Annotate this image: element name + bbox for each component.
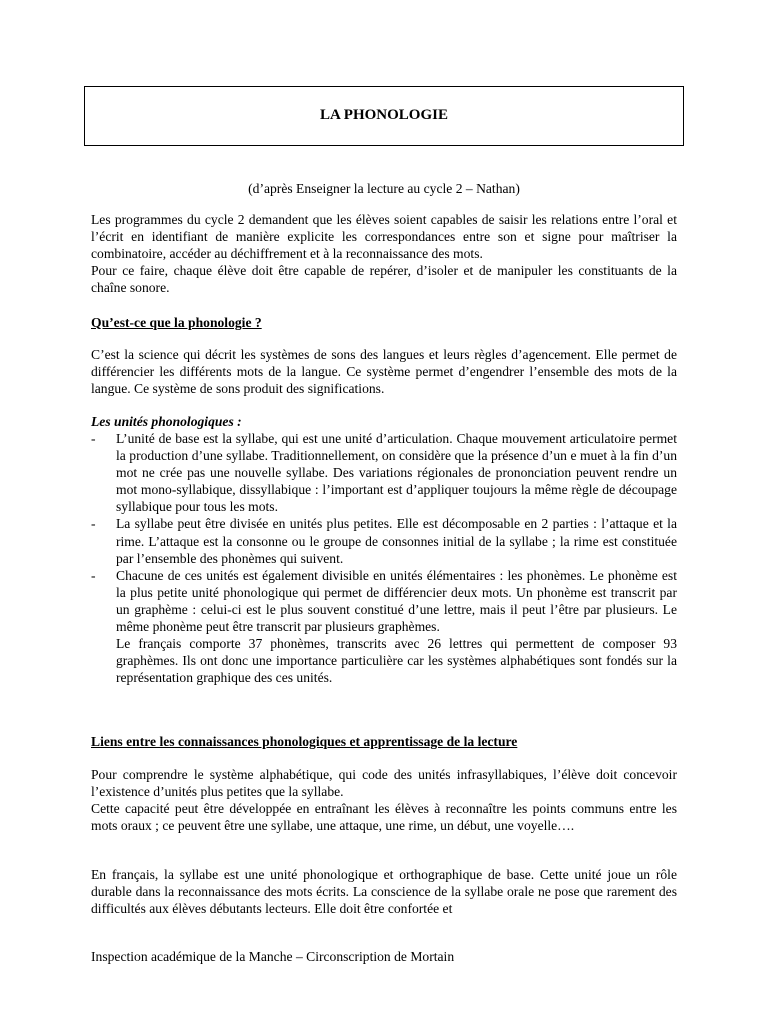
units-list — [91, 430, 677, 686]
list-item — [91, 567, 677, 687]
section-heading-liens: Liens entre les connaissances phonologiques et apprentissage de la lecture — [91, 734, 518, 749]
intro-paragraph — [91, 211, 677, 296]
title-box — [84, 86, 684, 146]
section-heading-phonologie: Qu’est-ce que la phonologie ? — [91, 315, 262, 330]
bullet-marker: - — [91, 567, 96, 583]
footer: Inspection académique de la Manche – Circonscription de Mortain — [91, 949, 455, 964]
list-item-text: L’unité de base est la syllabe, qui est une unité d’articulation. Chaque mouvement articulatoire permet la production d’une syllabe. Traditionnellement, on considère que la présence d’un e muet à la fin d’un mot ne crée pas une nouvelle syllabe. Des variations régionales de prononciation peuvent rendre un mot mono-syllabique, dissyllabique : l’important est d’appliquer toujours la même règle de découpage syllabique pour tous les mots. — [116, 431, 677, 515]
list-item — [91, 515, 677, 566]
list-item — [91, 430, 677, 515]
list-item-text: La syllabe peut être divisée en unités plus petites. Elle est décomposable en 2 parties : l’attaque et la rime. L’attaque est la consonne ou le groupe de consonnes initial de la syllabe ; la rime est constituée par l’ensemble des phonèmes qui suivent. — [116, 516, 677, 566]
liens-text-1: Pour comprendre le système alphabétique, qui code des unités infrasyllabiques, l’élève doit concevoir l’existence d’unités plus petites que la syllabe. — [91, 767, 677, 800]
list-item-text: Chacune de ces unités est également divisible en unités élémentaires : les phonèmes. Le phonème est la plus petite unité phonologique qui permet de différencier deux mots. Un phonème est transcrit par un graphème : celui-ci est le plus souvent constitué d’une lettre, mais il peut l’être par plusieurs. Le même phonème peut être transcrit par plusieurs graphèmes. — [116, 567, 677, 635]
page-title: LA PHONOLOGIE — [320, 107, 448, 124]
liens-paragraph-2: En français, la syllabe est une unité phonologique et orthographique de base. Cette unité joue un rôle durable dans la reconnaissance des mots écrits. La conscience de la syllabe orale ne pose que rarement des difficultés aux élèves débutants lecteurs. Elle doit être confortée et — [91, 867, 677, 917]
intro-text-2: Pour ce faire, chaque élève doit être capable de repérer, d’isoler et de manipuler les constituants de la chaîne sonore. — [91, 263, 677, 296]
source-line: (d’après Enseigner la lecture au cycle 2 – Nathan) — [248, 181, 520, 196]
definition-paragraph: C’est la science qui décrit les systèmes de sons des langues et leurs règles d’agencement. Elle permet de différencier les différents mots de la langue. Ce système permet d’engendrer l’ensemble des mots de la langue. Ce système de sons produit des significations. — [91, 347, 677, 397]
intro-text-1: Les programmes du cycle 2 demandent que les élèves soient capables de saisir les relations entre l’oral et l’écrit en identifiant de manière explicite les correspondances entre son et signe pour maîtriser la combinatoire, accéder au déchiffrement et à la reconnaissance des mots. — [91, 212, 677, 262]
units-heading: Les unités phonologiques : — [91, 414, 242, 429]
bullet-marker: - — [91, 431, 96, 446]
bullet-marker: - — [91, 516, 96, 532]
list-item-text: Le français comporte 37 phonèmes, transcrits avec 26 lettres qui permettent de composer 93 graphèmes. Ils ont donc une importance particulière car les systèmes alphabétiques sont fondés sur la représentation graphique des ces unités. — [116, 636, 677, 686]
liens-paragraph-1 — [91, 766, 677, 834]
liens-text-2: Cette capacité peut être développée en entraînant les élèves à reconnaître les points communs entre les mots oraux ; ce peuvent être une syllabe, une attaque, une rime, un début, une voyelle…. — [91, 801, 677, 834]
